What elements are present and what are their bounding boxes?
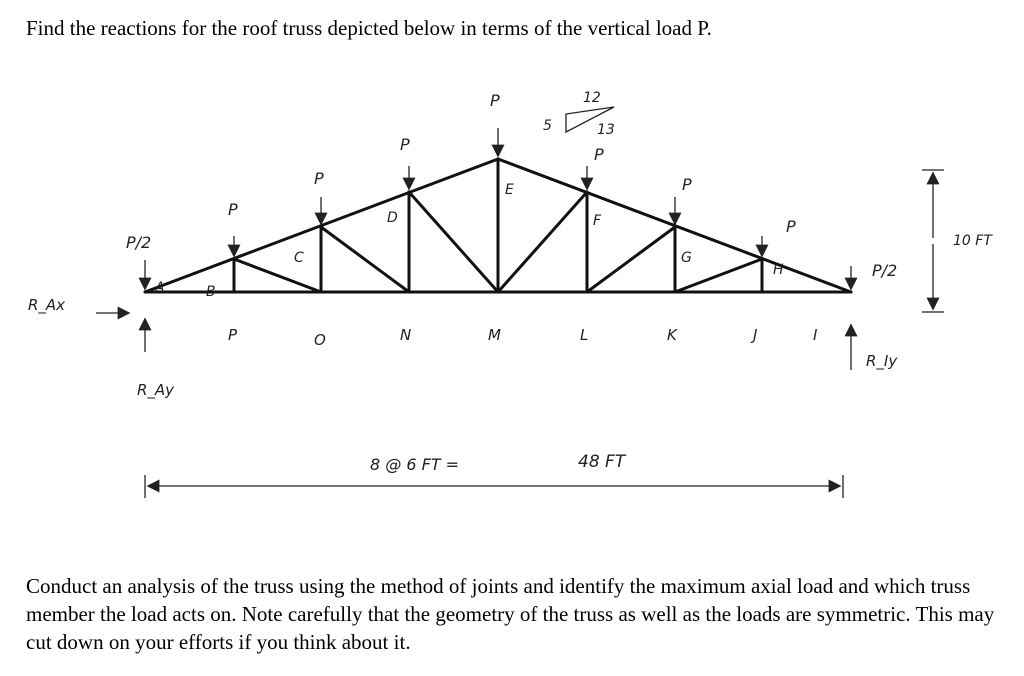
top-joint-labels [154,182,784,300]
load-label: P [228,200,238,219]
svg-text:A: A [155,280,165,296]
load-label: P [682,175,692,194]
slope-indicator [543,90,615,138]
svg-text:H: H [773,262,784,278]
svg-text:10 FT: 10 FT [953,233,992,249]
svg-text:12: 12 [583,90,601,106]
svg-text:D: D [387,210,398,226]
truss-diagram [0,70,1024,550]
height-dimension [922,170,993,312]
svg-text:5: 5 [543,118,552,134]
svg-text:L: L [580,326,589,344]
svg-text:B: B [206,284,216,300]
reactions [28,296,898,400]
svg-text:48 FT: 48 FT [578,452,626,472]
reaction-rax: R_Ax [28,296,66,314]
svg-text:G: G [681,250,692,266]
svg-text:P: P [228,326,238,344]
svg-text:8 @ 6 FT =: 8 @ 6 FT = [370,455,460,474]
load-label: P [314,169,324,188]
svg-text:J: J [753,326,758,344]
svg-text:C: C [294,250,304,266]
load-label-left-end: P/2 [126,233,152,252]
load-label-right-end: P/2 [872,261,898,280]
problem-task: Conduct an analysis of the truss using the method of joints and identify the maximum axial load and which truss member the load acts on. Note carefully that the geometry of the truss as well as the loads are symmetric. This may cut down on your efforts if you think about it. [26,574,995,654]
reaction-ray: R_Ay [137,381,175,399]
span-dimension [145,452,843,498]
truss-members [145,159,851,292]
load-label: P [490,91,500,110]
svg-text:I: I [813,326,818,344]
problem-intro: Find the reactions for the roof truss depicted below in terms of the vertical load P. [26,16,712,40]
svg-text:M: M [488,326,501,344]
svg-text:O: O [314,331,326,349]
reaction-riy: R_Iy [866,352,898,370]
load-label: P [400,135,410,154]
load-label: P [786,217,796,236]
bottom-joint-labels [228,326,818,349]
load-label: P [594,145,604,164]
svg-text:K: K [667,326,677,344]
svg-text:N: N [400,326,412,344]
svg-text:E: E [505,182,514,198]
svg-text:13: 13 [597,122,615,138]
svg-text:F: F [593,213,602,229]
